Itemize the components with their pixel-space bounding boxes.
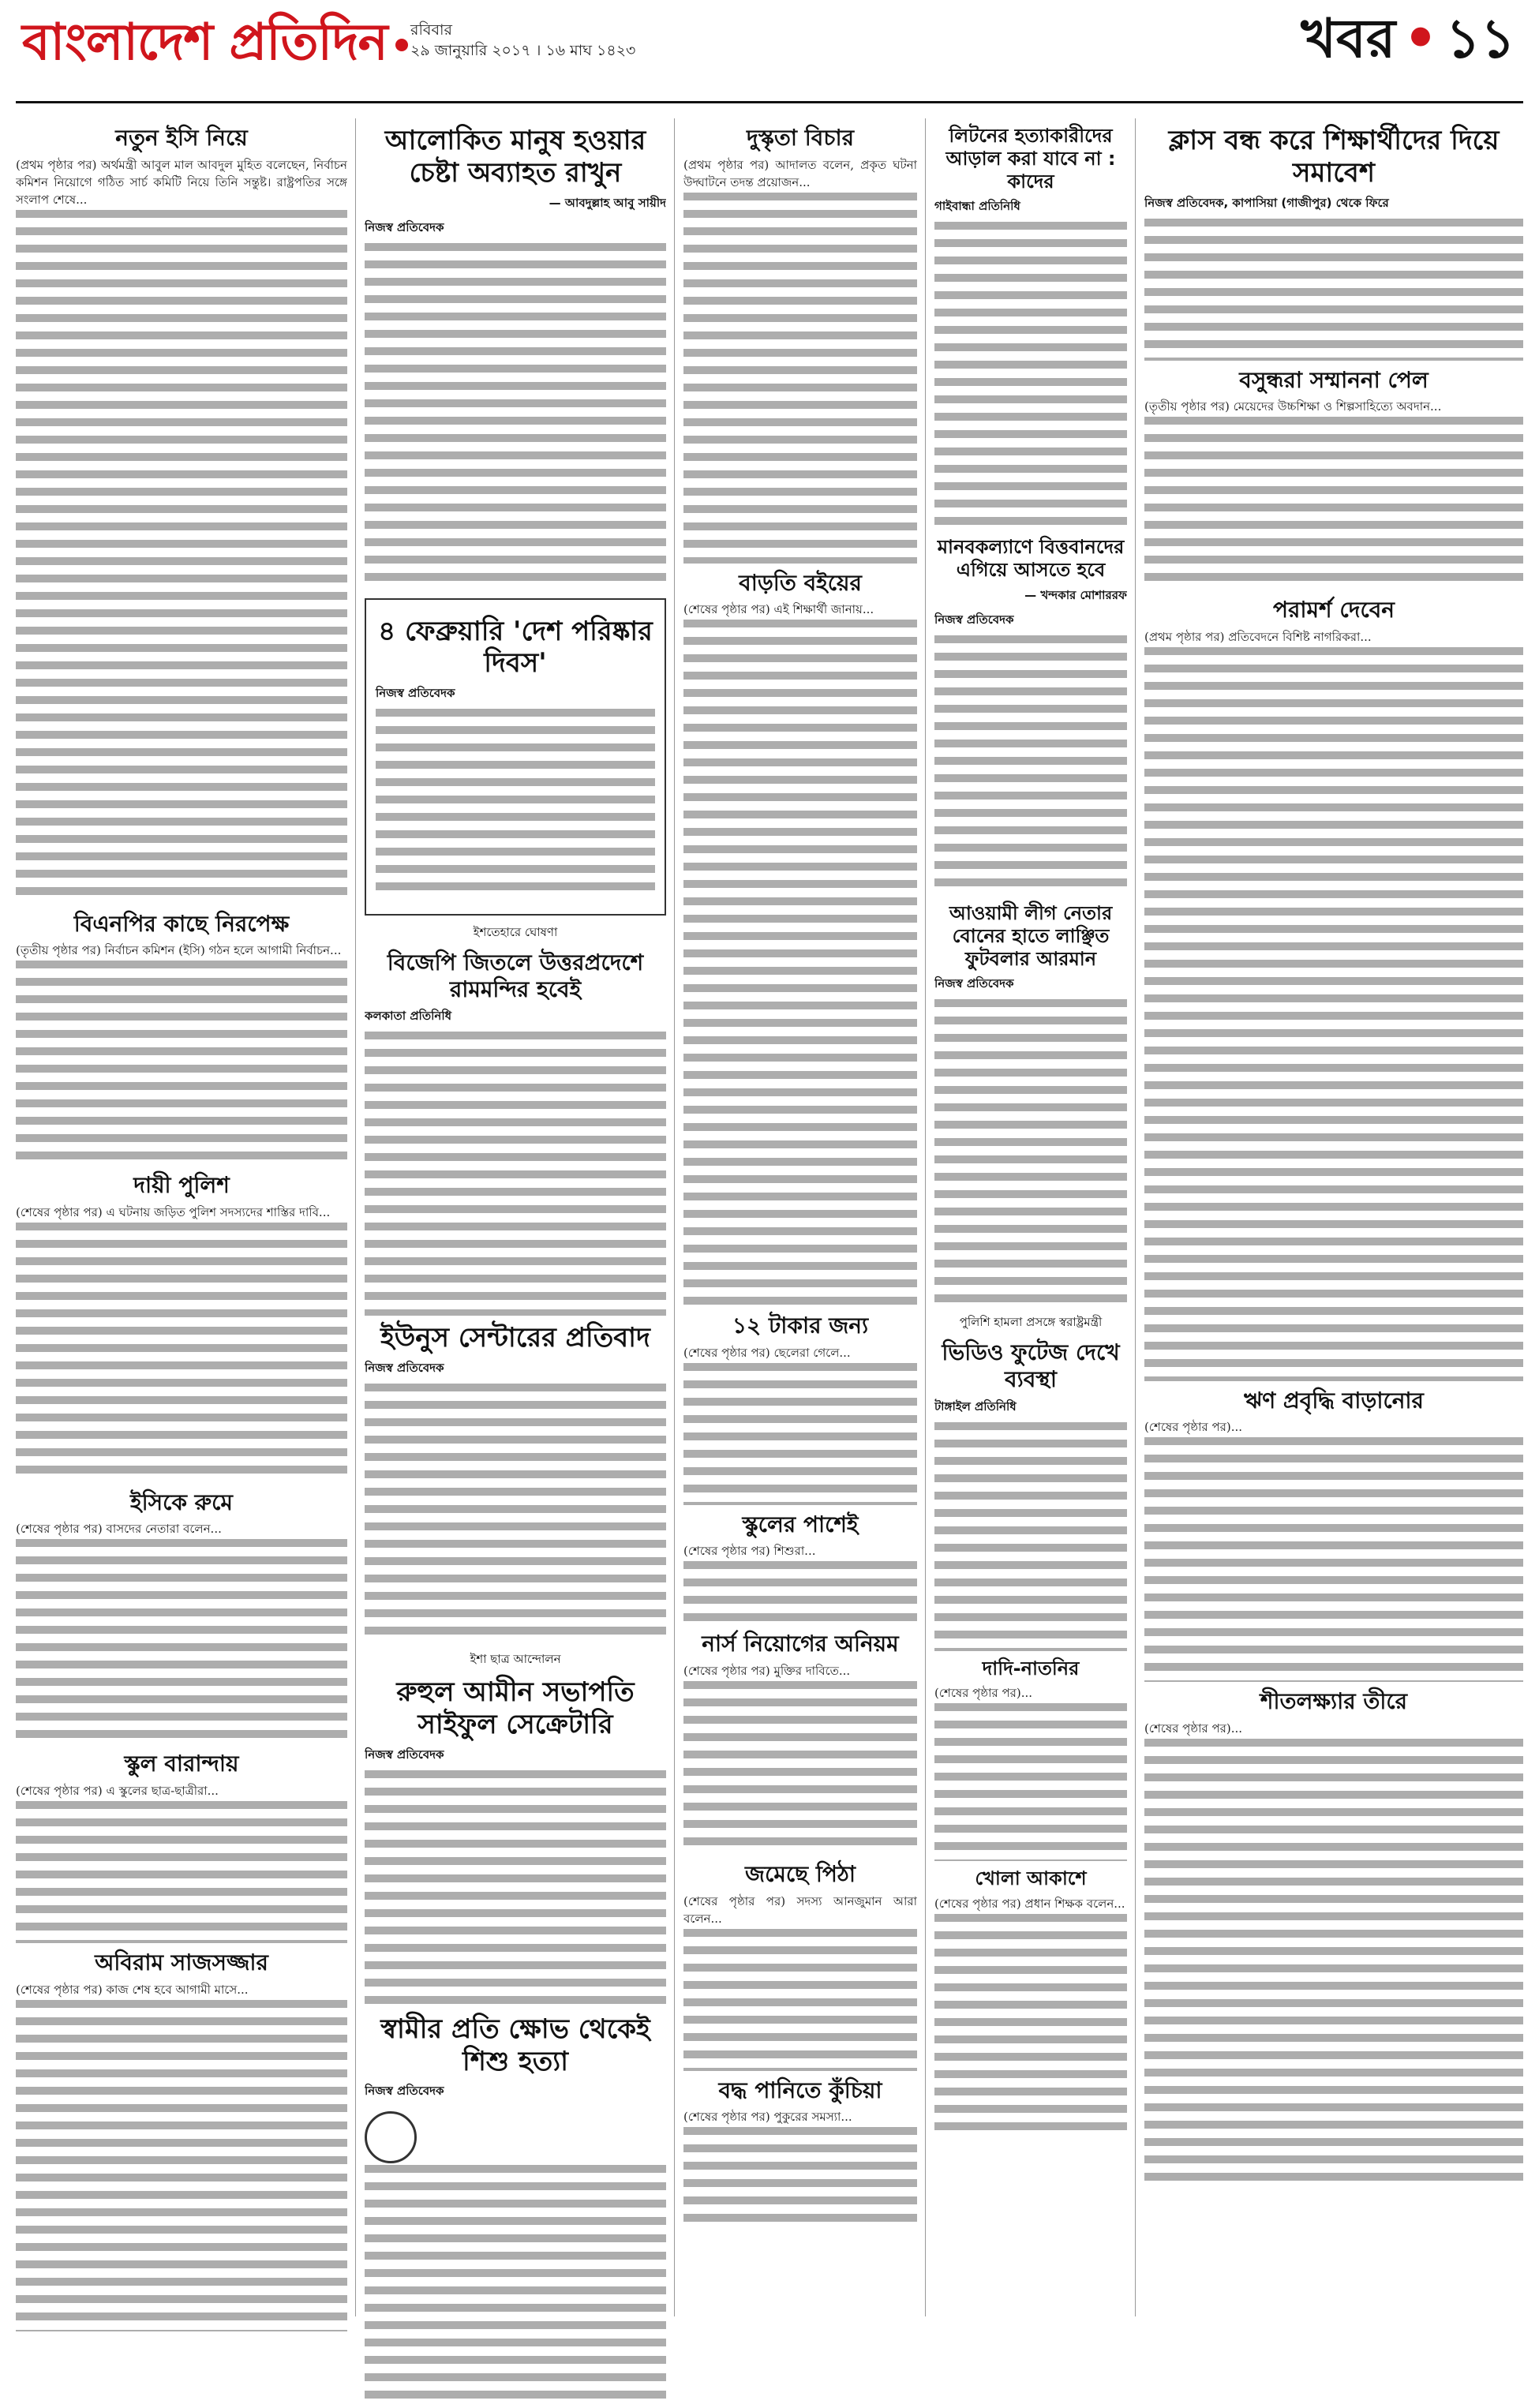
headline[interactable]: অবিরাম সাজসজ্জার bbox=[95, 1949, 268, 1975]
headline[interactable]: জমেছে পিঠা bbox=[745, 1860, 856, 1887]
headline[interactable]: ইসিকে রুমে bbox=[130, 1489, 233, 1515]
headline[interactable]: স্বামীর প্রতি ক্ষোভ থেকেই শিশু হত্যা bbox=[380, 2013, 650, 2077]
article-body bbox=[934, 1703, 1127, 1861]
article-lead: (শেষের পৃষ্ঠার পর) শিশুরা... bbox=[683, 1544, 816, 1559]
headline[interactable]: মানবকল্যাণে বিত্তবানদের এগিয়ে আসতে হবে bbox=[937, 536, 1125, 582]
article-lead: (প্রথম পৃষ্ঠার পর) প্রতিবেদনে বিশিষ্ট নাগরিকরা... bbox=[1144, 629, 1372, 644]
headline[interactable]: নার্স নিয়োগের অনিয়ম bbox=[702, 1631, 899, 1657]
headline[interactable]: ক্লাস বন্ধ করে শিক্ষার্থীদের দিয়ে সমাবেশ bbox=[1168, 125, 1500, 189]
article-body bbox=[365, 1770, 666, 2007]
article-byline: নিজস্ব প্রতিবেদক bbox=[376, 686, 455, 701]
article-body bbox=[683, 1681, 917, 1855]
headline[interactable]: আলোকিত মানুষ হওয়ার চেষ্টা অব্যাহত রাখুন bbox=[384, 125, 646, 189]
headline[interactable]: ৪ ফেব্রুয়ারি 'দেশ পরিষ্কার দিবস' bbox=[378, 615, 653, 680]
article-body bbox=[365, 1032, 666, 1316]
article-body bbox=[365, 243, 666, 590]
article-lead: (শেষের পৃষ্ঠার পর) এই শিক্ষার্থী জানায়... bbox=[683, 602, 874, 617]
article-lead: (তৃতীয় পৃষ্ঠার পর) নির্বাচন কমিশন (ইসি) গঠন হলে আগামী নির্বাচন... bbox=[16, 943, 342, 958]
masthead bbox=[0, 0, 1539, 118]
article-byline: নিজস্ব প্রতিবেদক bbox=[934, 612, 1014, 627]
boxed-article bbox=[365, 598, 666, 916]
article-byline: টাঙ্গাইল প্রতিনিধি bbox=[934, 1399, 1017, 1414]
article-body bbox=[1144, 647, 1523, 1381]
organization-logo-icon bbox=[365, 2111, 417, 2163]
kicker: ইশতেহারে ঘোষণা bbox=[473, 925, 558, 940]
article-lead: (তৃতীয় পৃষ্ঠার পর) মেয়েদের উচ্চশিক্ষা ও শিল্পসাহিত্যে অবদান... bbox=[1144, 399, 1442, 414]
headline[interactable]: দাদি-নাতনির bbox=[982, 1657, 1080, 1680]
article-body bbox=[934, 1422, 1127, 1651]
article-lead: (শেষের পৃষ্ঠার পর) মুক্তির দাবিতে... bbox=[683, 1663, 851, 1678]
newspaper-logo[interactable]: বাংলাদেশ প্রতিদিন bbox=[22, 17, 408, 68]
article-byline: গাইবান্ধা প্রতিনিধি bbox=[934, 199, 1020, 214]
article-body bbox=[1144, 219, 1523, 361]
kicker: ইশা ছাত্র আন্দোলন bbox=[470, 1652, 561, 1667]
article-lead: (শেষের পৃষ্ঠার পর) বাসদের নেতারা বলেন... bbox=[16, 1522, 222, 1537]
article-author: — খন্দকার মোশাররফ bbox=[1024, 587, 1127, 602]
article-byline: নিজস্ব প্রতিবেদক bbox=[934, 976, 1014, 991]
headline[interactable]: শীতলক্ষ্যার তীরে bbox=[1260, 1688, 1408, 1715]
column-5 bbox=[1144, 118, 1523, 2187]
headline[interactable]: বসুন্ধরা সম্মাননা পেল bbox=[1239, 366, 1429, 393]
article-byline: নিজস্ব প্রতিবেদক bbox=[365, 1747, 444, 1762]
headline[interactable]: পরামর্শ দেবেন bbox=[1272, 597, 1395, 624]
article-author: — আবদুল্লাহ আবু সায়ীদ bbox=[549, 195, 666, 210]
headline[interactable]: বাড়তি বইয়ের bbox=[739, 569, 862, 596]
headline[interactable]: দায়ী পুলিশ bbox=[133, 1172, 230, 1199]
headline[interactable]: স্কুল বারান্দায় bbox=[124, 1751, 239, 1777]
headline[interactable]: লিটনের হত্যাকারীদের আড়াল করা যাবে না : কাদের bbox=[945, 125, 1116, 193]
article-body bbox=[1144, 1739, 1523, 2181]
column-1 bbox=[16, 118, 347, 2338]
headline[interactable]: রুহুল আমীন সভাপতি সাইফুল সেক্রেটারি bbox=[396, 1676, 635, 1740]
article-lead: (প্রথম পৃষ্ঠার পর) অর্থমন্ত্রী আবুল মাল আবদুল মুহিত বলেছেন, নির্বাচন কমিশন নিয়োগে গঠিত সার্চ কমিটি নিয়ে তিনি সন্তুষ্ট। রাষ্ট্রপতির সঙ্গে সংলাপ শেষে... bbox=[16, 157, 347, 207]
article-body bbox=[365, 1384, 666, 1644]
article-body bbox=[16, 1539, 347, 1744]
article-lead: (প্রথম পৃষ্ঠার পর) আদালত বলেন, প্রকৃত ঘটনা উদ্ঘাটনে তদন্ত প্রয়োজন... bbox=[683, 157, 917, 189]
article-body bbox=[683, 620, 917, 1306]
headline[interactable]: খোলা আকাশে bbox=[975, 1867, 1087, 1890]
section-title bbox=[1301, 8, 1515, 70]
article-lead: (শেষের পৃষ্ঠার পর)... bbox=[1144, 1420, 1243, 1435]
section-name: খবর bbox=[1301, 8, 1396, 70]
article-body bbox=[365, 2165, 666, 2402]
article-body bbox=[683, 2127, 917, 2230]
article-with-logo bbox=[365, 2107, 666, 2402]
column-3 bbox=[683, 118, 917, 2236]
headline[interactable]: স্কুলের পাশেই bbox=[742, 1511, 859, 1537]
headline[interactable]: বিএনপির কাছে নিরপেক্ষ bbox=[73, 910, 290, 937]
column-2 bbox=[365, 118, 666, 2408]
article-byline: নিজস্ব প্রতিবেদক bbox=[365, 1361, 444, 1376]
headline[interactable]: বদ্ধ পানিতে কুঁচিয়া bbox=[718, 2077, 882, 2103]
column-divider bbox=[1135, 118, 1136, 2316]
column-divider bbox=[674, 118, 675, 2316]
headline[interactable]: বিজেপি জিতলে উত্তরপ্রদেশে রামমন্দির হবেই bbox=[387, 949, 644, 1002]
issue-day: রবিবার bbox=[410, 21, 452, 39]
article-body bbox=[16, 2000, 347, 2331]
section-dot-icon: • bbox=[1403, 8, 1438, 70]
headline[interactable]: নতুন ইসি নিয়ে bbox=[115, 125, 248, 151]
article-lead: (শেষের পৃষ্ঠার পর) কাজ শেষ হবে আগামী মাসে... bbox=[16, 1982, 249, 1997]
column-divider bbox=[355, 118, 356, 2316]
article-body bbox=[16, 210, 347, 904]
headline[interactable]: ঋণ প্রবৃদ্ধি বাড়ানোর bbox=[1244, 1387, 1424, 1414]
masthead-rule bbox=[16, 101, 1523, 103]
headline[interactable]: ইউনুস সেন্টারের প্রতিবাদ bbox=[380, 1322, 650, 1354]
article-byline: কলকাতা প্রতিনিধি bbox=[365, 1009, 452, 1024]
article-lead: (শেষের পৃষ্ঠার পর) এ স্কুলের ছাত্র-ছাত্রীরা... bbox=[16, 1783, 219, 1798]
article-body bbox=[376, 709, 655, 898]
article-body bbox=[16, 961, 347, 1166]
article-body bbox=[16, 1223, 347, 1483]
article-lead: (শেষের পৃষ্ঠার পর) এ ঘটনায় জড়িত পুলিশ সদস্যদের শাস্তির দাবি... bbox=[16, 1204, 331, 1219]
column-4 bbox=[934, 118, 1127, 2141]
article-body bbox=[1144, 417, 1523, 590]
article-body bbox=[683, 1363, 917, 1505]
headline[interactable]: ভিডিও ফুটেজ দেখে ব্যবস্থা bbox=[942, 1339, 1120, 1392]
article-body bbox=[16, 1801, 347, 1943]
article-lead: (শেষের পৃষ্ঠার পর)... bbox=[1144, 1721, 1243, 1736]
article-lead: (শেষের পৃষ্ঠার পর) পুকুরের সমস্যা... bbox=[683, 2110, 852, 2125]
issue-date bbox=[410, 21, 635, 61]
kicker: পুলিশি হামলা প্রসঙ্গে স্বরাষ্ট্রমন্ত্রী bbox=[959, 1315, 1103, 1330]
article-lead: (শেষের পৃষ্ঠার পর) সদস্য আনজুমান আরা বলেন... bbox=[683, 1893, 917, 1926]
article-byline: নিজস্ব প্রতিবেদক bbox=[365, 219, 444, 234]
article-lead: (শেষের পৃষ্ঠার পর)... bbox=[934, 1686, 1033, 1701]
logo-dot-icon bbox=[395, 39, 408, 51]
column-divider bbox=[925, 118, 926, 2316]
article-body bbox=[934, 1914, 1127, 2135]
page-number: ১১ bbox=[1445, 8, 1515, 70]
article-body bbox=[934, 222, 1127, 530]
article-body bbox=[683, 1561, 917, 1624]
article-byline: নিজস্ব প্রতিবেদক, কাপাসিয়া (গাজীপুর) থেকে ফিরে bbox=[1144, 195, 1389, 210]
article-body bbox=[1144, 1437, 1523, 1682]
headline[interactable]: আওয়ামী লীগ নেতার বোনের হাতে লাঞ্ছিত ফুটবলার আরমান bbox=[949, 901, 1113, 970]
article-lead: (শেষের পৃষ্ঠার পর) ছেলেরা গেলে... bbox=[683, 1345, 851, 1360]
article-body bbox=[683, 193, 917, 564]
headline[interactable]: দুস্কৃতা বিচার bbox=[747, 125, 854, 151]
article-lead: (শেষের পৃষ্ঠার পর) প্রধান শিক্ষক বলেন... bbox=[934, 1897, 1125, 1912]
article-byline: নিজস্ব প্রতিবেদক bbox=[365, 2084, 444, 2099]
headline[interactable]: ১২ টাকার জন্য bbox=[732, 1313, 869, 1339]
article-body bbox=[934, 635, 1127, 896]
issue-date-text: ২৯ জানুয়ারি ২০১৭ । ১৬ মাঘ ১৪২৩ bbox=[410, 41, 636, 59]
article-body bbox=[934, 999, 1127, 1307]
article-body bbox=[683, 1929, 917, 2071]
